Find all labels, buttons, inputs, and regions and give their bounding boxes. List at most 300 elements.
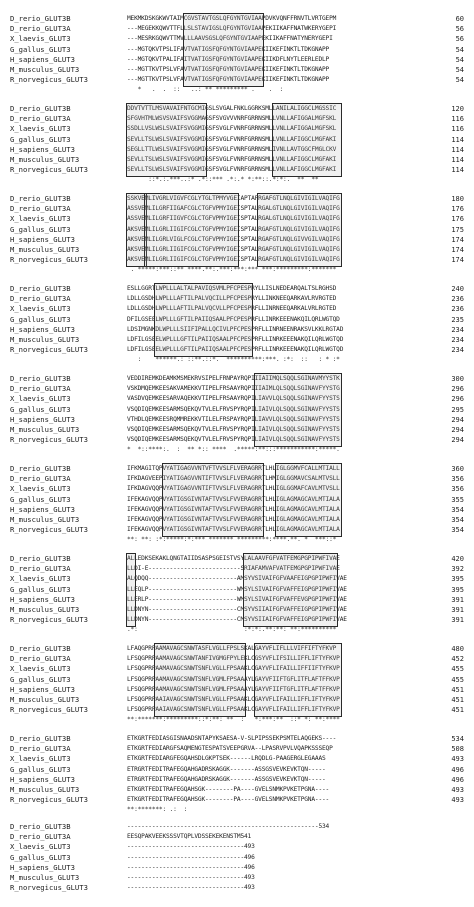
sequence-text: VSQDIQEMKEESARMSQEKQVTVLELFRVSPYRQPILIAIVLQLSQQLSGINAVFYYSTS [127,436,340,444]
residue-count: 114 [451,145,464,154]
sequence-text: ---------------------------------493 [127,843,255,851]
residue-count: 54 [455,55,464,64]
species-label: D_rerio_GLUT3A [10,204,71,214]
residue-count: 296 [451,395,464,404]
species-label: X_laevis_GLUT3 [10,484,71,494]
consensus-text: * *::****:. : ** *:: **** .*****:**:::***********:*****. [127,446,340,454]
sequence-text: AKSVEMLILGRLIIGIFCGLCTGFVPMYIGEISPTALRGAFGTLNQLGIVIGILVAQIFG [127,256,340,264]
sequence-text: ---------------------------------496 [127,853,255,861]
sequence-text: LLERLP-------------------------WMSYLSIVAIFGFVAFFEVGPGPIPWFIVAE [127,595,347,603]
species-label: R_norvegicus_GLUT3 [10,165,88,175]
alignment-row [0,515,474,525]
sequence-text: SFGVHTMLWSVSVAIFSVGGMAGSFSVGVVVNRFGRRNSMLLVNLLAFIGGALMGFSKL [127,115,337,123]
alignment-row [0,574,474,584]
alignment-row [0,204,474,214]
residue-count: 56 [455,35,464,44]
sequence-text: SEVLLTSLWSLSVAIFSVGGMIGSFSVGLFVNRFGRRNSMLLVNLLAFIGGCLMGFAKI [127,166,337,174]
residue-count: 493 [451,785,464,794]
species-label: D_rerio_GLUT3A [10,114,71,124]
residue-count: 54 [455,45,464,54]
alignment-row [0,525,474,535]
alignment-block [0,822,474,893]
species-label: H_sapiens_GLUT3 [10,504,75,514]
species-label: D_rerio_GLUT3A [10,384,71,394]
alignment-row [0,795,474,805]
species-label: H_sapiens_GLUT3 [10,594,75,604]
alignment-row [0,335,474,345]
residue-count: 391 [451,616,464,625]
sequence-text: SEVLLTSLWSLSVAIFSVGGMIGSFSVGLFVNRFGRRNSMLLVNLLAFIGGCLMGFAKI [127,135,337,143]
residue-count: 496 [451,765,464,774]
consensus-row [0,805,474,815]
species-label: G_gallus_GLUT3 [10,314,71,324]
alignment-row [0,464,474,474]
alignment-row [0,744,474,754]
sequence-text: ---MGTTKVTPSLVFAVTVATIGSFQFGYNTGVIAAPEKIIKEFINKTLTDKGNAPP [127,76,330,84]
residue-count: 234 [451,346,464,355]
species-label: X_laevis_GLUT3 [10,214,71,224]
alignment-row [0,605,474,615]
consensus-row [0,175,474,185]
species-label: G_gallus_GLUT3 [10,494,71,504]
alignment-row [0,595,474,605]
alignment-row [0,685,474,695]
residue-count: 234 [451,325,464,334]
alignment-row [0,435,474,445]
alignment-row [0,615,474,625]
residue-count: 452 [451,655,464,664]
sequence-text: IFEKAGVQQPVYATIGSGIVNTAFTVVSLFVVERAGRRTLHLIGLAGMAGCAVLMTIALA [127,505,340,513]
residue-count: 174 [451,235,464,244]
species-label: H_sapiens_GLUT3 [10,54,75,64]
sequence-text: ---MGTQKVTPALIFAITVATIGSFQFGYNTGVIAAPEKIIKDFLNYTLEERLEDLP [127,55,330,63]
residue-count: 175 [451,225,464,234]
species-label: R_norvegicus_GLUT3 [10,705,88,715]
alignment-block [0,284,474,366]
consensus-row [0,265,474,275]
species-label: G_gallus_GLUT3 [10,404,71,414]
alignment-row [0,34,474,44]
species-label: D_rerio_GLUT3B [10,284,71,293]
residue-count: 236 [451,305,464,314]
sequence-text: ---------------------------------496 [127,863,255,871]
sequence-text: ETKGRTFEDIARGFSAQMENGTESPATSVEEPGRVA--LPASRVPVLVQAPKSSSEQP [127,745,333,753]
alignment-row [0,384,474,394]
alignment-row [0,695,474,705]
residue-count: 354 [451,526,464,535]
sequence-text: ETKGRTFEDIARGFEGQAHSDLGKPTSEK------LRQDLG-PAAGERGLEGAAAS [127,755,326,763]
alignment-block [0,644,474,726]
alignment-row [0,155,474,165]
sequence-text: ALQDQQ-------------------------AMSYVSIVAIFGFVAAFEIGPGPIPWFIVAE [127,575,347,583]
alignment-row [0,873,474,883]
species-label: G_gallus_GLUT3 [10,674,71,684]
residue-count: 295 [451,405,464,414]
alignment-row [0,65,474,75]
alignment-row [0,883,474,893]
alignment-block [0,464,474,546]
sequence-text: LFSQGPRPAAMAVAGCSNWTANFIVGMGFPYLEKLCGSYVFLIFSILLIFFLIFTYFKVP [127,655,340,663]
sequence-text: ---MEGEKKQWVTTFLLSLSTAVIGSLQFGYNTGVIAAPEKIIKAFFNATWKERYGEPI [127,25,337,33]
species-label: G_gallus_GLUT3 [10,224,71,234]
alignment-row [0,214,474,224]
residue-count: 354 [451,515,464,524]
species-label: D_rerio_GLUT3B [10,734,71,743]
species-label: R_norvegicus_GLUT3 [10,795,88,805]
residue-count: 116 [451,125,464,134]
consensus-text: **:*******: .: : [127,806,333,814]
species-label: R_norvegicus_GLUT3 [10,883,88,893]
species-label: D_rerio_GLUT3A [10,832,71,842]
species-label: X_laevis_GLUT3 [10,304,71,314]
residue-count: 114 [451,135,464,144]
residue-count: 60 [455,15,464,23]
sequence-text: SSDLLVSLWSLSVAIFSVGGMIGSFSVGLFVNRFGRRNSMLLVNLLAFIGGALMGFSKL [127,125,337,133]
alignment-row [0,294,474,304]
consensus-text: **: **: :*:*****:*:*** ******* *********:****.**. * ***::* [127,536,340,544]
species-label: D_rerio_GLUT3A [10,474,71,484]
sequence-text: IFKDAGVEEPIYATIGAGVVNTIFTVVSLFLVERAGRRTLHMIGLGGMAVCSALMTVSLL [127,475,340,483]
consensus-text: **:*******:*********::*:**: ** : *:***:** ::* *: **:**** [127,716,340,724]
sequence-text: IFEKAGVQQPVYATIGSGIVNTAFTVVSLFVVERAGRRTLHLIGLAGMAGCAVLMTIALA [127,495,340,503]
residue-count: 176 [451,215,464,224]
residue-count: 355 [451,495,464,504]
residue-count: 451 [451,685,464,694]
species-label: M_musculus_GLUT3 [10,424,80,434]
sequence-text: LFSQGPRPAAMAVAGCSNWTSNFLVGMLFPSAAAYLGAYVFIIFTGFLITFLAFTFFKVP [127,675,340,683]
sequence-text: DFILGSEELWPLLLGFTILPAIIQSAALPFCPESPRFLLINRKEEENAKQILQRLWGTQD [127,315,340,323]
consensus-row [0,445,474,455]
alignment-row [0,775,474,785]
species-label: H_sapiens_GLUT3 [10,324,75,334]
residue-count: 493 [451,796,464,805]
species-label: X_laevis_GLUT3 [10,842,71,852]
species-label: X_laevis_GLUT3 [10,124,71,134]
alignment-row [0,842,474,852]
species-label: M_musculus_GLUT3 [10,64,80,74]
sequence-text: SEVLLTSLWSLSVAIFSVGGMIGSFSVGLFVNRFGRRNSMLLVNLLAFIGGCLMGFAKI [127,155,337,163]
sequence-text: LFSQGPRPAAMAVAGCSNWTSNFLVGMLFPSAAAYLGAYVFIIFTGFLITFLAFTFFKVP [127,685,340,693]
species-label: X_laevis_GLUT3 [10,754,71,764]
residue-count: 294 [451,436,464,445]
residue-count: 496 [451,775,464,784]
species-label: M_musculus_GLUT3 [10,694,80,704]
alignment-row [0,734,474,744]
species-label: D_rerio_GLUT3A [10,24,71,34]
consensus-text: : ******.: ::**.::*. **********:***. :*: :: : * :* [127,356,340,364]
sequence-text: IFKDAGVQQPVYATIGAGVVNTIFTVVSLFLVERAGRRTLHLIGLGGMAFCAVLMTVSLL [127,485,340,493]
species-label: D_rerio_GLUT3A [10,744,71,754]
residue-count: 114 [451,166,464,175]
alignment-row [0,225,474,235]
consensus-text: ::*.:.***..:* .*::*** .*:.* *:**::.*:*:. ** ** [127,176,326,184]
alignment-row [0,165,474,175]
species-label: D_rerio_GLUT3B [10,374,71,383]
sequence-text: ---------------------------------493 [127,884,255,892]
residue-count: 174 [451,256,464,265]
alignment-row [0,394,474,404]
sequence-text: IFEKAGVQQPVYATIGSGIVNTAFTVVSLFVVERAGRRTLHLIGLAGMAGCAVLMTIALA [127,515,340,523]
species-label: M_musculus_GLUT3 [10,334,80,344]
residue-count: 180 [451,195,464,203]
sequence-text: ------------------------------------------------------534 [127,823,330,830]
residue-count: 116 [451,115,464,124]
alignment-row [0,585,474,595]
consensus-row [0,715,474,725]
sequence-text: LDFILGSEELWPLLLGFTILPAIIQSAALPFCPESPRFLLINRKEEENAKQILQRLWGTQD [127,346,344,354]
species-label: H_sapiens_GLUT3 [10,144,75,154]
alignment-block [0,554,474,636]
species-label: G_gallus_GLUT3 [10,764,71,774]
species-label: D_rerio_GLUT3A [10,294,71,304]
sequence-text: LFAQGPRPAAMAVAGCSNWTASFLVGLLFPSLSKALGAYVFLIFLLLVIFFIFTYFKVP [127,645,337,652]
alignment-row [0,664,474,674]
sequence-text: IFEKAGVQQPVYATIGSGIVNTAFTVVSLFVVERAGRRTLHLIGLAGMAGCAVLMTIALA [127,526,340,534]
alignment-block [0,734,474,816]
alignment-row [0,124,474,134]
sequence-text: LLDNYN-------------------------CMSYVSIIAIFGFVAFFEIGPGPIPWFIVAE [127,605,347,613]
alignment-row [0,235,474,245]
residue-count: 451 [451,695,464,704]
alignment-row [0,754,474,764]
alignment-row [0,675,474,685]
sequence-text: SSKVEMLIVGRLVIGVFCGLYTGLTPMYVGEIAPTAPRGAFGTLNQLGIVIGILVAQIFG [127,195,340,202]
sequence-text: VSQDIQEMKEESARMSQEKQVTVLELFRVSPYRQPILIAIVLQLSQQLSGINAVFYYSTS [127,405,340,413]
alignment-row [0,654,474,664]
species-label: R_norvegicus_GLUT3 [10,615,88,625]
species-label: D_rerio_GLUT3A [10,564,71,574]
sequence-text: LDSIMGNKDLWPLLLSIIFIPALLQCIVLPFCPESPRFLLINRNEENRAKSVLKKLRGTAD [127,325,344,333]
alignment-row [0,765,474,775]
alignment-row [0,554,474,564]
species-label: G_gallus_GLUT3 [10,852,71,862]
sequence-text: VSKDMQEMKEESAKVAMEKKVTIPELFRSAAYRQPIIIAIMLQLSQQLSGINAVFYYSTG [127,385,340,393]
species-label: H_sapiens_GLUT3 [10,414,75,424]
sequence-text: ESLLGGRTLWPLLLALTALPAVIQSVMLPFCPESPRYLLISLNEDEARQALTSLRGHSD [127,285,337,292]
alignment-row [0,345,474,355]
alignment-row [0,14,474,24]
consensus-row [0,85,474,95]
residue-count: 392 [451,565,464,574]
alignment-block [0,194,474,276]
alignment-row [0,785,474,795]
consensus-row [0,535,474,545]
sequence-text: LFSQGPRPAAMAVAGCSNWTSNFLVGLLFPSAAKLCGAYVFLIFAILLIFFIIFTYFKVP [127,665,340,673]
species-label: M_musculus_GLUT3 [10,604,80,614]
alignment-block [0,14,474,96]
species-label: M_musculus_GLUT3 [10,784,80,794]
residue-count: 176 [451,205,464,214]
species-label: M_musculus_GLUT3 [10,154,80,164]
residue-count: 120 [451,105,464,113]
species-label: M_musculus_GLUT3 [10,514,80,524]
sequence-text: LFSQGPRPAAIAVAGCSNWTSNFLVGLLFPSAAKLCGAYVFLIFAILLIFFLIFTYFKVP [127,695,340,703]
species-label: R_norvegicus_GLUT3 [10,345,88,355]
alignment-row [0,822,474,832]
species-label: X_laevis_GLUT3 [10,664,71,674]
residue-count: 391 [451,595,464,604]
residue-count: 360 [451,465,464,473]
sequence-text: ---------------------------------493 [127,873,255,881]
residue-count: 114 [451,155,464,164]
sequence-text: EESQPAKVEEKSSSVTQPLVDSSEKEKENSTM541 [127,833,252,841]
residue-count: 493 [451,755,464,764]
alignment-row [0,495,474,505]
sequence-text: MEKMKDSKGKWVTAIMCGVSTAVTGSLQFGYNTGVIAAPDVKVQNFFRNVTLVRTGEPM [127,15,337,22]
alignment-row [0,145,474,155]
species-label: R_norvegicus_GLUT3 [10,75,88,85]
species-label: G_gallus_GLUT3 [10,44,71,54]
species-label: D_rerio_GLUT3B [10,554,71,563]
alignment-row [0,484,474,494]
species-label: X_laevis_GLUT3 [10,574,71,584]
species-label: D_rerio_GLUT3B [10,644,71,653]
species-label: D_rerio_GLUT3B [10,194,71,203]
residue-count: 395 [451,575,464,584]
species-label: X_laevis_GLUT3 [10,34,71,44]
consensus-text: .*: :*:*:.**:**: **:********** [127,626,337,634]
sequence-text: IFKMAGITQPVYATIGAGVVNTVFTVVSLFLVERAGRRTLHLIGLGGMVFCALLMTIALL [127,465,340,472]
species-label: D_rerio_GLUT3A [10,654,71,664]
sequence-text: LDLLGSDHLWPLLLAFTILPALVQCVLLPFCPESPRFLLINRNEEQARKALVRLRGTED [127,305,337,313]
alignment-row [0,325,474,335]
sequence-text: VEDDIREMKDEAMKMSMEKRVSIPELFRNPAYRQPIIIAIIMQLSQQLSGINAVMYYSTK [127,375,340,382]
residue-count: 356 [451,475,464,484]
sequence-text: VASDVQEMKEESARVAQEKKVTIPELFRSAAYRQPILIAVVLQLSQQLSGINAVFYYSTS [127,395,340,403]
species-label: H_sapiens_GLUT3 [10,684,75,694]
sequence-text: LDLLGSDHLWPLLLAFTILPALVQCILLPFCPESPRYLLINKNEEQARKAVLRVRGTED [127,295,337,303]
alignment-row [0,425,474,435]
residue-count: 294 [451,425,464,434]
sequence-text: ETKGRTFEDITRAFEGQAHSGK--------PA----GVELSNMKPVKETPGNA---- [127,796,330,804]
species-label: R_norvegicus_GLUT3 [10,525,88,535]
species-label: D_rerio_GLUT3B [10,464,71,473]
alignment-row [0,374,474,384]
residue-count: 391 [451,605,464,614]
sequence-text: VTHDLQEMKEESRQMMREKKVTILELFRSPAYRQPILIAVVLQLSQQLSGINAVFYYSTS [127,415,340,423]
residue-count: 420 [451,555,464,563]
alignment-row [0,853,474,863]
sequence-text: ETKGRTFEDITRAFEGQAHSGK--------PA----GVELSNMKPVKETPGNA---- [127,785,330,793]
alignment-row [0,415,474,425]
residue-count: 236 [451,295,464,304]
alignment-row [0,832,474,842]
residue-count: 508 [451,745,464,754]
sequence-text: AKSVEMLILGRLVIGLFCGLCTGFVPMYIGEISPTALRGAFGTLNQLGIVVGILVAQIFG [127,235,340,243]
species-label: M_musculus_GLUT3 [10,244,80,254]
sequence-text: LLDI-E--------------------------SRIAFAMVAFVATFEMGPGPIPWFIVAE [127,565,340,573]
species-label: R_norvegicus_GLUT3 [10,435,88,445]
residue-count: 54 [455,65,464,74]
residue-count: 354 [451,505,464,514]
alignment-row [0,245,474,255]
sequence-text: DDVTVTTLMSVAVAIFNTGCMIGSLSVGALFNKLGGRKSMLLANILALIGGCLMGSSIC [127,105,337,112]
alignment-row [0,194,474,204]
species-label: G_gallus_GLUT3 [10,134,71,144]
alignment-row [0,644,474,654]
residue-count: 56 [455,25,464,34]
sequence-text: LLDNYN-------------------------CMSYVSIIAIFGFVAFFEIGPGPIPWFIVAE [127,616,347,624]
species-label: H_sapiens_GLUT3 [10,234,75,244]
alignment-row [0,75,474,85]
alignment-row [0,45,474,55]
sequence-text: LDFILGSEELWPLLLGFTILPAIIQSAALPFCPESPRFLLINRKEEENAKQILQRLWGTQD [127,335,344,343]
consensus-text: * . . :: ..: ** ********* . . : [127,86,283,94]
alignment-row [0,705,474,715]
species-label: G_gallus_GLUT3 [10,584,71,594]
alignment-row [0,304,474,314]
sequence-text: LFSQGPRPAAIAVAGCSNWTSNFLVGLLFPSAAKLCGAYVFLIFAILLIFFLIFTYFKVP [127,706,340,714]
residue-count: 300 [451,375,464,383]
species-label: D_rerio_GLUT3B [10,14,71,23]
alignment-block [0,104,474,186]
alignment-row [0,55,474,65]
residue-count: 395 [451,585,464,594]
consensus-text: . *****:***::** ****.**:.***:***:*** ***:*********:******* [127,266,337,274]
alignment-block [0,374,474,456]
residue-count: 480 [451,645,464,653]
residue-count: 455 [451,665,464,674]
sequence-text: ETRGRTFEDITRAFEGQAHGADRSKAGGK-------ASSGSVEVKEVKTQN----- [127,775,326,783]
residue-count: 534 [451,735,464,743]
consensus-row [0,355,474,365]
residue-count: 54 [455,76,464,85]
species-label: D_rerio_GLUT3B [10,104,71,113]
sequence-text: ---MGTTKVTPSLVFAVTVATIGSFQFGYNTGVIAAPEKIIKEFINKTLTDKGNAPP [127,65,330,73]
alignment-row [0,24,474,34]
alignment-row [0,284,474,294]
residue-count: 235 [451,315,464,324]
alignment-row [0,315,474,325]
alignment-row [0,255,474,265]
sequence-text: AKSVEMLILGRLIIGIFCGLCTGFVPMYIGEISPTALRGAFGTLNQLGIVIGILVAQIFG [127,225,340,233]
alignment-row [0,114,474,124]
consensus-row [0,625,474,635]
alignment-row [0,505,474,515]
species-label: H_sapiens_GLUT3 [10,862,75,872]
sequence-text: ASSVEMLILGRFIIGAFCGLCTGFVPMYIGEISPTALRGALGTLNQLGIVIGILVAQIFG [127,205,340,213]
residue-count: 455 [451,675,464,684]
sequence-text: ETRGRTFEDITRAFEGQAHGADRSKAGGK-------ASSGSVEVKEVKTQN----- [127,765,326,773]
alignment-row [0,863,474,873]
species-label: H_sapiens_GLUT3 [10,774,75,784]
sequence-text: ETKGRTFEDIASGISNAADSNTAPYKSAESA-V-SLPIPSSEKPSMTELAQGEKS---- [127,735,337,742]
sequence-text: ---MGTQKVTPSLIFAVTVATIGSFQFGYNTGVIAAPEKIIKEFINKTLTDKGNAPP [127,45,330,53]
species-label: M_musculus_GLUT3 [10,872,80,882]
alignment-row [0,564,474,574]
alignment-row [0,135,474,145]
sequence-text: ASSVEMLILGRFIIGVFCGLCTGFVPMYIGEISPTALRGALGTLNQLGIVIGILVAQIFG [127,215,340,223]
residue-count: 234 [451,335,464,344]
sequence-text: ALLEDKSEKAKLQNGTAIIDSASPSGEISTVSYLALAAVFGFVATFEMGPGPIPWFIVAE [127,555,340,562]
residue-count: 174 [451,245,464,254]
species-label: D_rerio_GLUT3B [10,822,71,831]
alignment-row [0,104,474,114]
sequence-text: ---MESRKGQWVTTMVLLLAAVSGSLQFGYNTGVIAAPEKIIKAFFNATYNERYGEPI [127,35,333,43]
sequence-text: LLEQLP-------------------------WMSYLSIVAIFGFVAFFEIGPGPIPWFIVAE [127,585,347,593]
residue-count: 451 [451,706,464,715]
sequence-text: AKSVEMLILGRLIIGIFCGLCTGFVPMYIGEISPTALRGAFGTLNQLGIVIGILVAQIFG [127,245,340,253]
species-label: X_laevis_GLUT3 [10,394,71,404]
residue-count: 296 [451,385,464,394]
species-label: R_norvegicus_GLUT3 [10,255,88,265]
residue-count: 356 [451,485,464,494]
residue-count: 294 [451,415,464,424]
residue-count: 240 [451,285,464,293]
sequence-text: VSQDIQEMKEESARMSQEKQVTVLELFRVSPYRQPILIAIVLQLSQQLSGINAVFYYSTS [127,425,340,433]
alignment-row [0,474,474,484]
sequence-text: SEGLLTTLWSLSVAIFSVGGMIGSFSVGLFVNRFGRRNSMLIVNLLAVTGGCFMGLCKV [127,145,337,153]
